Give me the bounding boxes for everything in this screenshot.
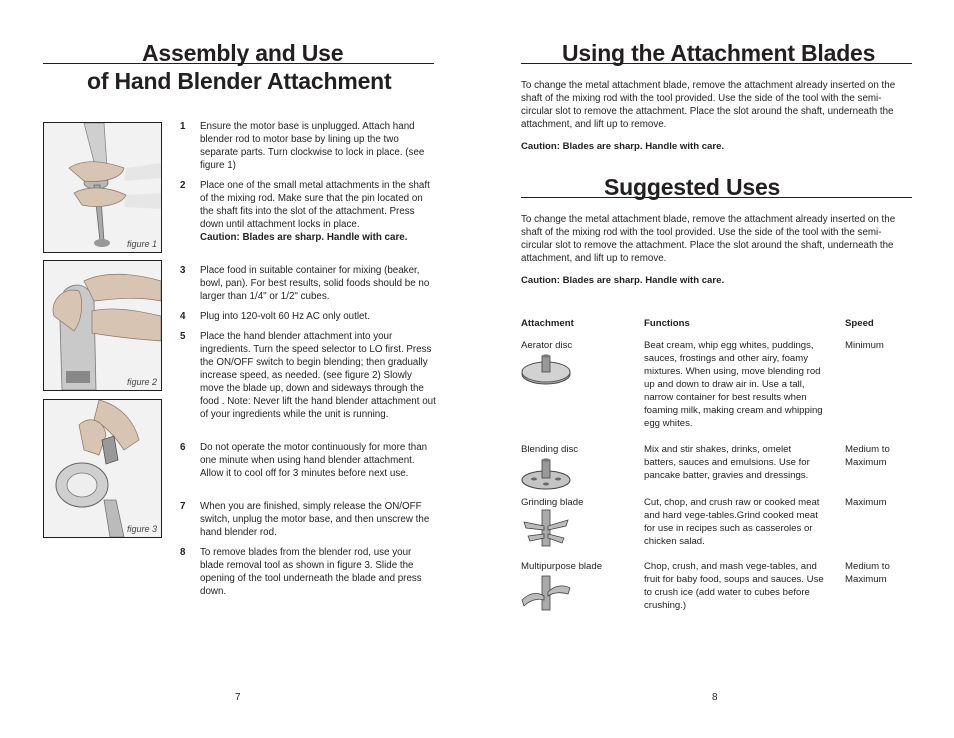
step-number: 5 [180,331,186,342]
figure-3-caption: figure 3 [126,524,157,534]
step-text: Plug into 120-volt 60 Hz AC only outlet. [200,311,370,322]
figure-1-caption: figure 1 [126,239,157,249]
table-row-attachment: Blending disc [521,444,579,455]
step-1 [180,120,435,172]
table-header-attachment: Attachment [521,318,574,329]
step-text: When you are finished, simply release the ON/OFF switch, unplug the motor base, and then unscrew the hand blender rod. [200,501,430,538]
table-row-speed: Maximum [845,497,887,508]
left-title-rule [43,63,434,64]
step-number: 4 [180,311,186,322]
right-title-attachment-blades: Using the Attachment Blades [562,40,876,66]
step-number: 3 [180,265,186,276]
step-text: To remove blades from the blender rod, use your blade removal tool as shown in figure 3. Slide the opening of the tool underneath the blade and press down. [200,547,422,597]
table-row-attachment: Multipurpose blade [521,561,603,572]
table-header-functions: Functions [644,318,690,329]
table-row-attachment: Grinding blade [521,497,584,508]
step-4 [180,310,435,324]
left-title-line2: of Hand Blender Attachment [87,68,392,94]
figure-2-image [43,260,162,391]
page-number-right: 8 [712,692,718,703]
grinding-blade-icon [520,508,572,550]
step-number: 6 [180,442,186,453]
step-3 [180,264,435,304]
step-caution: Caution: Blades are sharp. Handle with care. [200,232,408,243]
right-title-suggested-uses: Suggested Uses [604,174,781,200]
step-2 [180,179,435,259]
table-row-speed: Minimum [845,340,884,351]
step-6 [180,441,435,493]
right-title1-rule [521,63,912,64]
figure-3-image [43,399,162,538]
attachment-blades-paragraph: To change the metal attachment blade, remove the attachment already inserted on the shaft of the mixing rod with the tool provided. Use the side of the tool with the semi-circular slot to remove the attachment. Place the slot around the shaft, underneath the attachment, and lift up to remove. [521,80,896,130]
left-title-line1: Assembly and Use [142,40,344,66]
suggested-uses-paragraph: To change the metal attachment blade, remove the attachment already inserted on the shaft of the mixing rod with the tool provided. Use the side of the tool with the semi-circular slot to remove the attachment. Place the slot around the shaft, underneath the attachment, and lift up to remove. [521,214,896,264]
step-7 [180,500,435,540]
step-text: Ensure the motor base is unplugged. Attach hand blender rod to motor base by lining up the two separate parts. Turn clockwise to lock in place. (see figure 1) [200,121,425,171]
table-row-functions: Mix and stir shakes, drinks, omelet batters, sauces and emulsions. Use for pancake batter, gravies and dressings. [644,444,810,481]
table-row-speed: Medium to Maximum [845,444,890,468]
table-header-speed: Speed [845,318,874,329]
suggested-uses-caution: Caution: Blades are sharp. Handle with care. [521,275,725,286]
aerator-disc-icon [520,354,572,390]
attachment-blades-caution: Caution: Blades are sharp. Handle with care. [521,141,725,152]
step-5 [180,330,435,436]
step-text: Place the hand blender attachment into your ingredients. Turn the speed selector to LO first. Press the ON/OFF switch to begin blending; then gradually increase speed, as needed. (see figure 2) Slowly move the blade up, down and sideways through the food . Note: Never lift the hand blender attachment out of your ingredients while the unit is running. [200,331,436,420]
step-text: Do not operate the motor continuously for more than one minute when using hand blender attachment. Allow it to cool off for 3 minutes before next use. [200,442,428,479]
blending-disc-icon [520,456,572,492]
figure-2-caption: figure 2 [126,377,157,387]
step-text: Place one of the small metal attachments in the shaft of the mixing rod. Make sure that the pin located on the shaft fits into the slot of the attachment. Press down until attachment locks in place. [200,180,430,230]
figure-1-image [43,122,162,253]
page-number-left: 7 [235,692,241,703]
multipurpose-blade-icon [520,574,572,614]
table-row-functions: Cut, chop, and crush raw or cooked meat and hard vege-tables.Grind cooked meat for use in recipes such as casseroles or chicken salad. [644,497,820,547]
step-number: 2 [180,180,186,191]
step-8 [180,546,435,598]
step-text: Place food in suitable container for mixing (beaker, bowl, pan). For best results, solid foods should be no larger than 1/4" or 1/2" cubes. [200,265,430,302]
step-text-wrap [200,179,436,244]
step-number: 8 [180,547,186,558]
right-title2-rule [521,197,912,198]
table-row-attachment: Aerator disc [521,340,573,351]
step-number: 7 [180,501,186,512]
step-number: 1 [180,121,186,132]
table-row-functions: Chop, crush, and mash vege-tables, and fruit for baby food, soups and sauces. Use to crush ice (add water to cubes before crushing.) [644,561,824,611]
table-row-speed: Medium to Maximum [845,561,890,585]
table-row-functions: Beat cream, whip egg whites, puddings, sauces, frostings and other airy, foamy mixtures. When using, move blending rod up and down to draw air in. Use a tall, narrow container for best results when foaming milk, making cream and whipping egg whites. [644,340,823,429]
